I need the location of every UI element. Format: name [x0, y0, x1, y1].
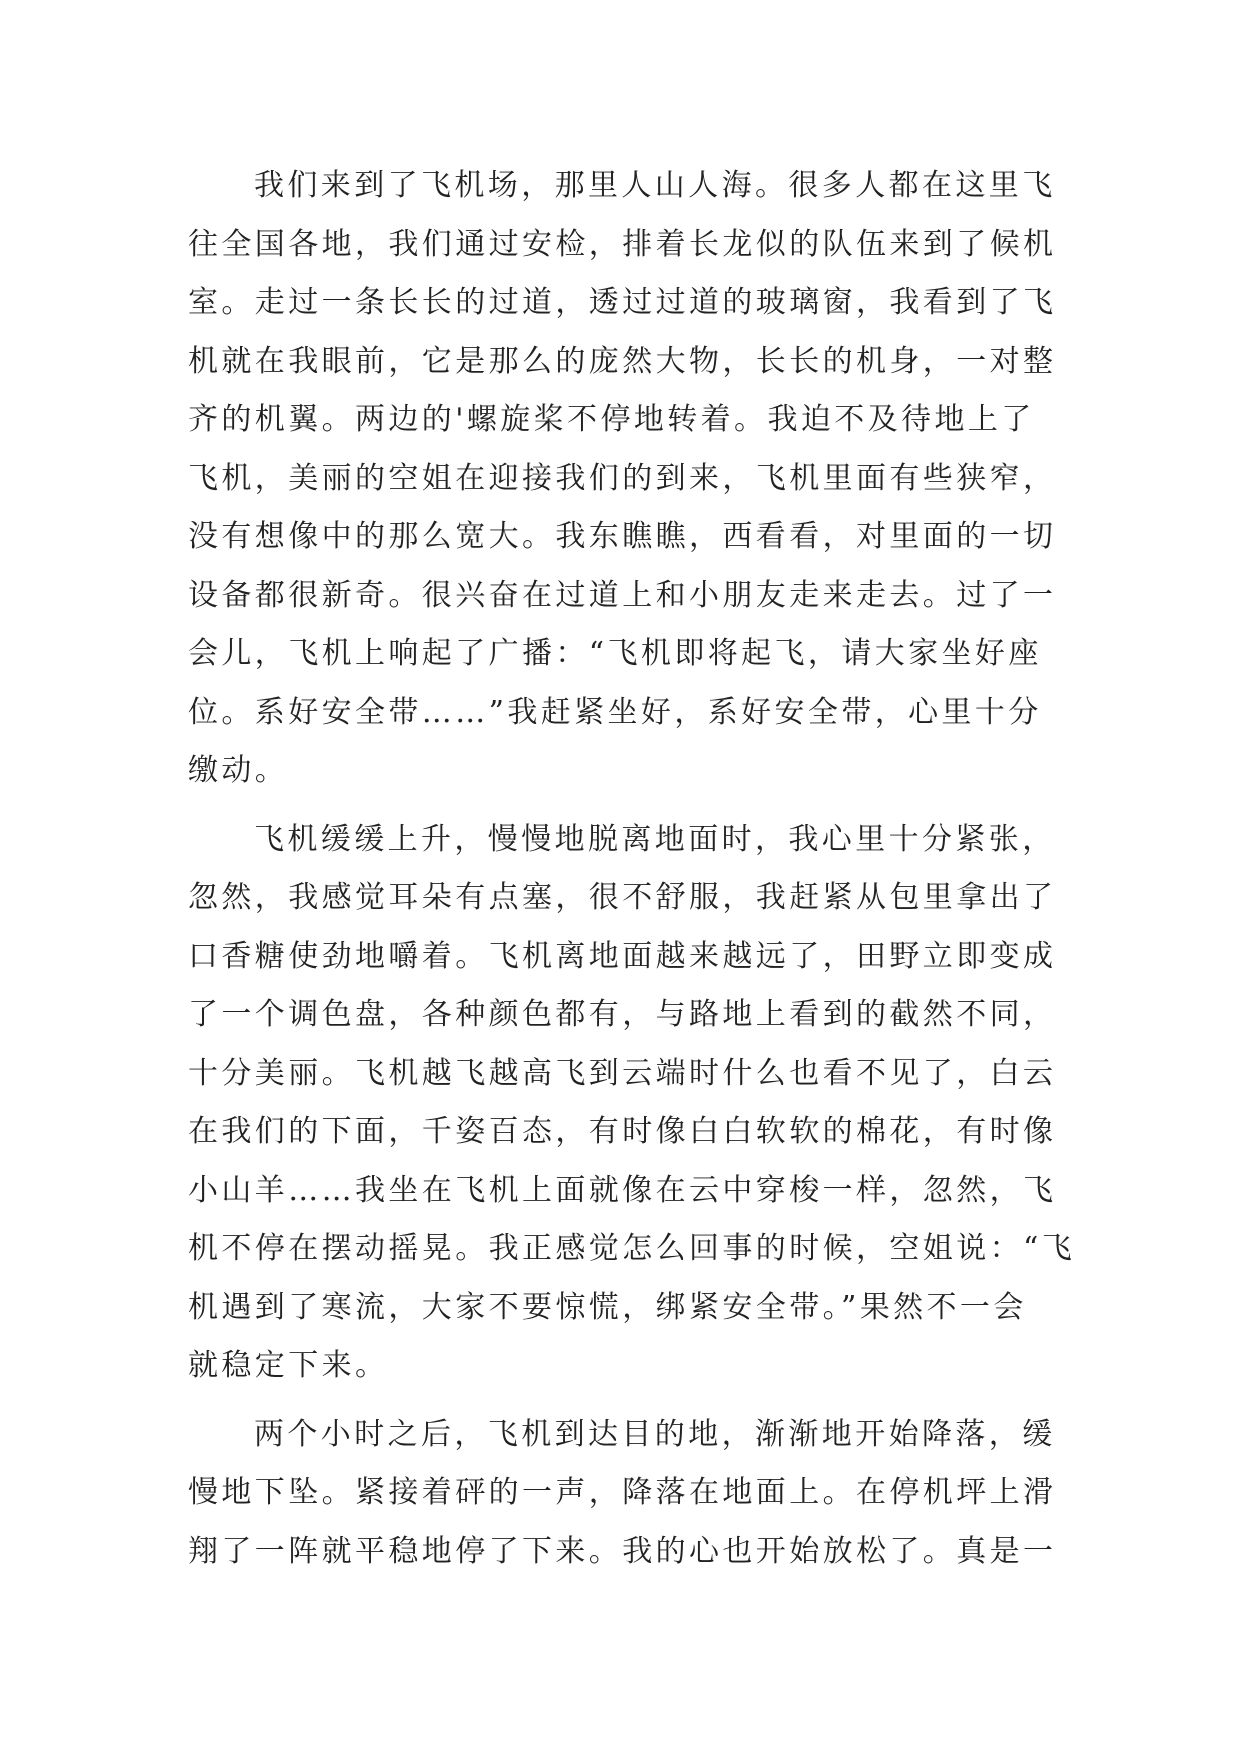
- text-line: 翔了一阵就平稳地停了下来。我的心也开始放松了。真是一: [188, 1533, 1057, 1569]
- text-line: 没有想像中的那么宽大。我东瞧瞧，西看看，对里面的一切: [188, 519, 1057, 554]
- document-page: [188, 157, 1076, 1581]
- text-line: 就稳定下来。: [188, 1348, 389, 1383]
- paragraph: [188, 811, 1076, 1396]
- text-line: 在我们的下面，千姿百态，有时像白白软软的棉花，有时像: [188, 1114, 1057, 1149]
- text-line: 飞机缓缓上升，慢慢地脱离地面时，我心里十分紧张，: [254, 821, 1056, 857]
- text-line: 了一个调色盘，各种颜色都有，与路地上看到的截然不同，: [188, 997, 1057, 1032]
- text-line: 机不停在摆动摇晃。我正感觉怎么回事的时候，空姐说：“飞: [188, 1231, 1076, 1266]
- text-line: 两个小时之后，飞机到达目的地，渐渐地开始降落，缓: [254, 1416, 1056, 1452]
- text-line: 位。系好安全带……”我赶紧坐好，系好安全带，心里十分: [188, 694, 1042, 730]
- text-line: 齐的机翼。两边的'螺旋桨不停地转着。我迫不及待地上了: [188, 402, 1035, 437]
- text-line: 会儿，飞机上响起了广播：“飞机即将起飞，请大家坐好座: [188, 636, 1042, 671]
- text-line: 慢地下坠。紧接着砰的一声，降落在地面上。在停机坪上滑: [188, 1475, 1057, 1510]
- text-line: 缴动。: [188, 753, 289, 788]
- text-line: 十分美丽。飞机越飞越高飞到云端时什么也看不见了，白云: [188, 1055, 1057, 1091]
- text-line: 口香糖使劲地嚼着。飞机离地面越来越远了，田野立即变成: [188, 938, 1057, 974]
- text-line: 往全国各地，我们通过安检，排着长龙似的队伍来到了候机: [188, 226, 1057, 262]
- text-line: 设备都很新奇。很兴奋在过道上和小朋友走来走去。过了一: [188, 577, 1057, 613]
- text-line: 机就在我眼前，它是那么的庞然大物，长长的机身，一对整: [188, 343, 1057, 379]
- paragraph-gap: [188, 1396, 1068, 1406]
- paragraph-gap: [188, 801, 1068, 811]
- text-line: 忽然，我感觉耳朵有点塞，很不舒服，我赶紧从包里拿出了: [188, 880, 1057, 915]
- text-line: 室。走过一条长长的过道，透过过道的玻璃窗，我看到了飞: [188, 285, 1057, 320]
- paragraph: [188, 1406, 1068, 1582]
- text-line: 小山羊……我坐在飞机上面就像在云中穿梭一样，忽然，飞: [188, 1172, 1057, 1208]
- text-line: 飞机，美丽的空姐在迎接我们的到来，飞机里面有些狭窄，: [188, 460, 1057, 496]
- text-line: 我们来到了飞机场，那里人山人海。很多人都在这里飞: [254, 168, 1056, 203]
- text-line: 机遇到了寒流，大家不要惊慌，绑紧安全带。”果然不一会: [188, 1289, 1027, 1325]
- paragraph: [188, 157, 1068, 801]
